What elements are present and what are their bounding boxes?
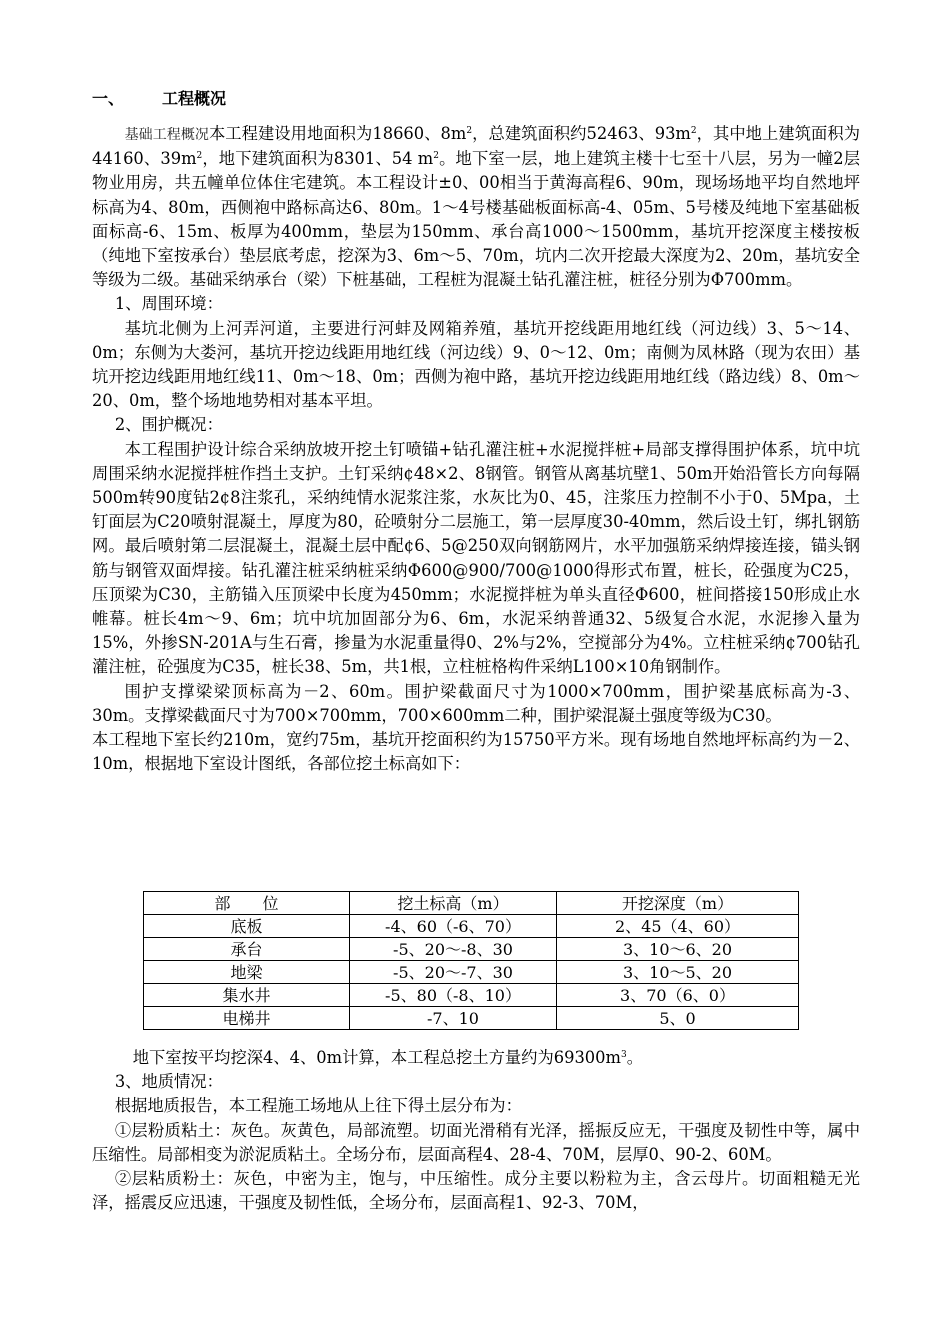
layer-1: ①层粉质粘土：灰色。灰黄色，局部流塑。切面光滑稍有光泽，摇振反应无，干强度及韧性中等，属中压缩性。局部相变为淤泥质粘土。全场分布，层面高程4、28-4、70M，层厚0、90-2、60M。 — [92, 1120, 860, 1164]
support-title: 2、围护概况： — [114, 415, 223, 435]
env-paragraph: 基坑北侧为上河弄河道，主要进行河蚌及网箱养殖，基坑开挖线距用地红线（河边线）3、5～14、0m；东侧为大娄河，基坑开挖边线距用地红线（河边线）9、0～12、0m；南侧为凤林路（现为农田）基坑开挖边线距用地红线11、0m～18、0m；西侧为袍中路，基坑开挖边线距用地红线（路边线）8、0m～20、0m，整个场地地势相对基本平坦。 — [92, 318, 860, 411]
overview-paragraph: 基础工程概况本工程建设用地面积为18660、$8m^2$，总建筑面积约52463、$93m^2$，其中地上建筑面积为44160、$39m^2$，地下建筑面积为8301、54 $m^2$。地下室一层，地上建筑主楼十七至十八层，另为一幢2层物业用房，共五幢单位体住宅建筑。本工程设计±0、00相当于黄海高程6、90m，现场场地平均自然地坪标高为4、80m，西侧袍中路标高达6、80m。1～4号楼基础板面标高-4、05m、5号楼及纯地下室基础板面标高-6、15m、板厚为400mm，垫层为150mm、承台高1000～1500mm，基坑开挖深度主楼按板（纯地下室按承台）垫层底考虑，挖深为3、6m～5、70m，坑内二次开挖最大深度为2、20m，基坑安全等级为二级。基础采纳承台（梁）下桩基础，工程桩为混凝土钻孔灌注桩，桩径分别为Φ700mm。 — [92, 124, 861, 290]
table-row: 集水井 -5、80（-8、10） 3、70（6、0） — [144, 984, 799, 1007]
body-text — [92, 122, 860, 776]
table-header-row — [144, 892, 799, 915]
section-number: 一、 — [92, 91, 125, 108]
env-title: 1、周围环境： — [114, 294, 223, 314]
table-header: 部 位 — [144, 892, 350, 915]
table-row: 地梁 -5、20～-7、30 3、10～5、20 — [144, 961, 799, 984]
section-title: 工程概况 — [162, 91, 227, 108]
table-row: 承台 -5、20～-8、30 3、10～6、20 — [144, 938, 799, 961]
table-header: 开挖深度（m） — [557, 892, 799, 915]
section-heading — [92, 86, 226, 109]
overview-lead: 基础工程概况 — [124, 127, 209, 143]
layer-2: ②层粘质粉土：灰色，中密为主，饱与，中压缩性。成分主要以粉粒为主，含云母片。切面粗糙无光泽，摇震反应迅速，干强度及韧性低，全场分布，层面高程1、92-3、70M， — [92, 1169, 860, 1213]
table-row: 电梯井 -7、10 5、0 — [144, 1007, 799, 1030]
excavation-table — [143, 891, 799, 1030]
body-text-lower — [92, 1046, 860, 1215]
basement-paragraph: 本工程地下室长约210m，宽约75m，基坑开挖面积约为15750平方米。现有场地自然地坪标高约为－2、10m，根据地下室设计图纸，各部位挖土标高如下： — [92, 730, 860, 774]
total-excavation: 地下室按平均挖深4、4、0m计算，本工程总挖土方量约为$69300m^3$。 — [132, 1048, 643, 1067]
geo-title: 3、地质情况： — [114, 1072, 223, 1092]
support-paragraph: 本工程围护设计综合采纳放坡开挖土钉喷锚+钻孔灌注桩+水泥搅拌桩+局部支撑得围护体系，坑中坑周围采纳水泥搅拌桩作挡土支护。土钉采纳¢48×2、8钢管。钢管从离基坑壁1、50m开始沿管长方向每隔500m转90度钻2¢8注浆孔，采纳纯情水泥浆注浆，水灰比为0、45，注浆压力控制不小于0、5Mpa，土钉面层为C20喷射混凝土，厚度为80，砼喷射分二层施工，第一层厚度30-40mm，然后设土钉，绑扎钢筋网。最后喷射第二层混凝土，混凝土层中配¢6、5@250双向钢筋网片，水平加强筋采纳焊接连接，锚头钢筋与钢管双面焊接。钻孔灌注桩采纳桩采纳Φ600@900/700@1000得形式布置，桩长，砼强度为C25，压顶梁为C30，主筋锚入压顶梁中长度为450mm；水泥搅拌桩为单头直径Φ600，桩间搭接150形成止水帷幕。桩长4m～9、6m；坑中坑加固部分为6、6m，水泥采纳普通32、5级复合水泥，水泥掺入量为15%，外掺SN-201A与生石膏，掺量为水泥重量得0、2%与2%，空搅部分为4%。立柱桩采纳¢700钻孔灌注桩，砼强度为C35，桩长38、5m，共1根，立柱桩格构件采纳L100×10角钢制作。 — [92, 439, 860, 677]
beam-paragraph: 围护支撑梁梁顶标高为－2、60m。围护梁截面尺寸为1000×700mm，围护梁基底标高为-3、30m。支撑梁截面尺寸为700×700mm，700×600mm二种，围护梁混凝土强度等级为C30。 — [92, 681, 860, 725]
geo-intro: 根据地质报告，本工程施工场地从上往下得土层分布为： — [114, 1096, 522, 1116]
table-header: 挖土标高（m） — [350, 892, 557, 915]
table-row: 底板 -4、60（-6、70） 2、45（4、60） — [144, 915, 799, 938]
